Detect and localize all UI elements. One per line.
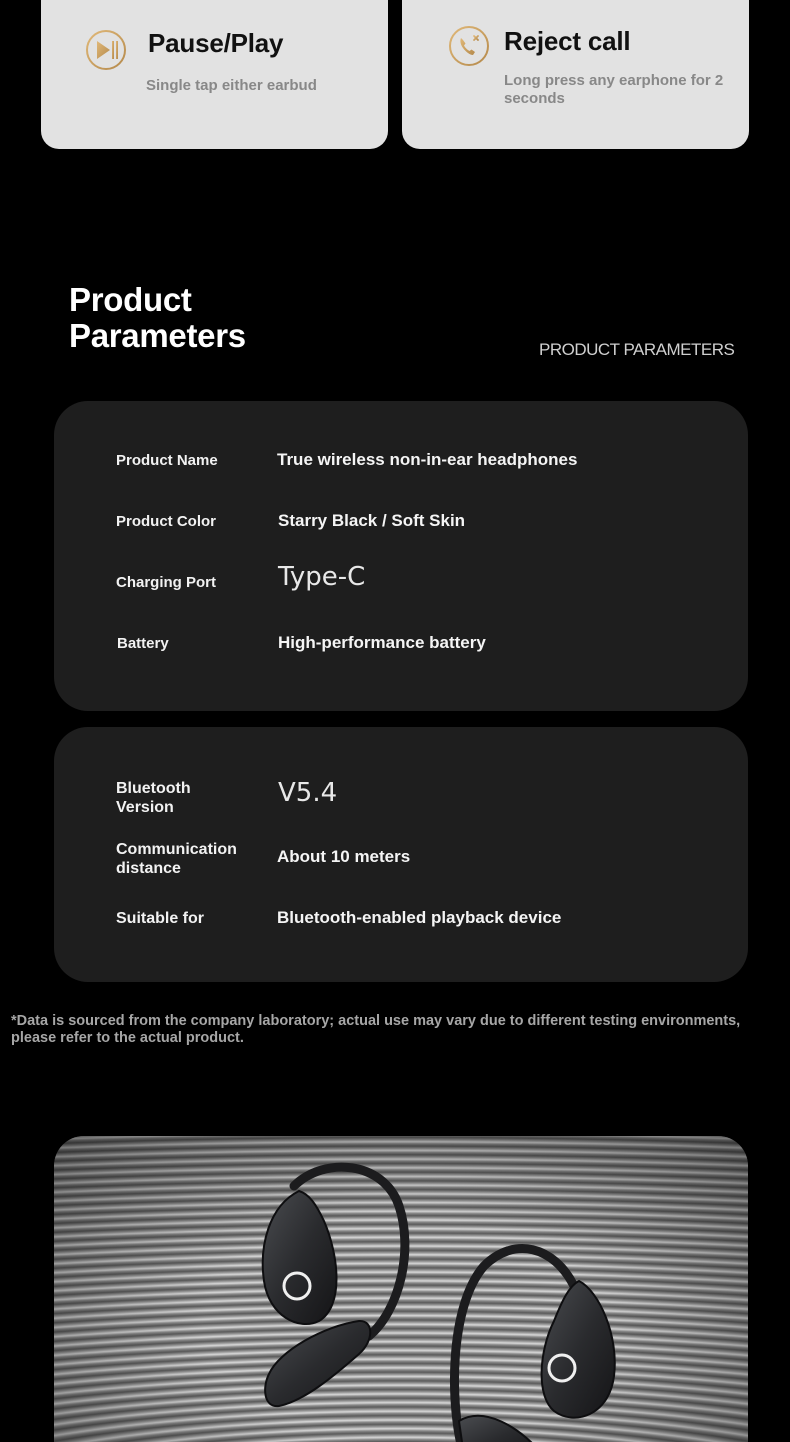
right-earbud bbox=[454, 1249, 614, 1442]
play-pause-icon bbox=[85, 29, 127, 71]
product-image bbox=[54, 1136, 748, 1442]
param-value: True wireless non-in-ear headphones bbox=[277, 450, 578, 469]
param-label-line: distance bbox=[116, 860, 181, 877]
earbuds-illustration bbox=[54, 1136, 748, 1442]
param-label-line: Bluetooth bbox=[116, 780, 191, 797]
param-value: High-performance battery bbox=[278, 633, 486, 652]
param-label bbox=[116, 779, 191, 817]
param-value: V5.4 bbox=[278, 778, 338, 808]
section-subtitle: PRODUCT PARAMETERS bbox=[539, 340, 735, 359]
param-value: About 10 meters bbox=[277, 847, 411, 866]
parameters-card-connectivity bbox=[54, 727, 748, 982]
disclaimer-text: *Data is sourced from the company laboratory; actual use may vary due to different testing environments, please refer to the actual product. bbox=[11, 1013, 741, 1046]
parameters-card-basic bbox=[54, 401, 748, 711]
param-value: Starry Black / Soft Skin bbox=[278, 511, 466, 530]
section-title-line2: Parameters bbox=[69, 317, 246, 354]
param-label bbox=[116, 840, 237, 878]
param-label-line: Communication bbox=[116, 841, 237, 858]
param-label: Battery bbox=[117, 635, 169, 652]
param-value: Type-C bbox=[278, 562, 366, 592]
param-label: Charging Port bbox=[116, 574, 216, 591]
section-title-line1: Product bbox=[69, 281, 192, 318]
function-title: Pause/Play bbox=[148, 28, 284, 58]
left-earbud bbox=[263, 1167, 405, 1406]
param-label-line: Suitable for bbox=[116, 910, 205, 927]
function-description: Single tap either earbud bbox=[146, 77, 317, 94]
function-title: Reject call bbox=[504, 26, 631, 56]
param-value: Bluetooth-enabled playback device bbox=[277, 908, 562, 927]
function-card-pause-play bbox=[41, 0, 388, 149]
param-label-line: Version bbox=[116, 799, 174, 816]
function-description: Long press any earphone for 2 seconds bbox=[504, 72, 724, 107]
section-title bbox=[69, 282, 246, 354]
param-label: Product Name bbox=[116, 452, 218, 469]
param-label: Product Color bbox=[116, 513, 216, 530]
reject-call-icon bbox=[448, 25, 490, 67]
function-card-reject-call bbox=[402, 0, 749, 149]
param-label bbox=[116, 909, 204, 928]
